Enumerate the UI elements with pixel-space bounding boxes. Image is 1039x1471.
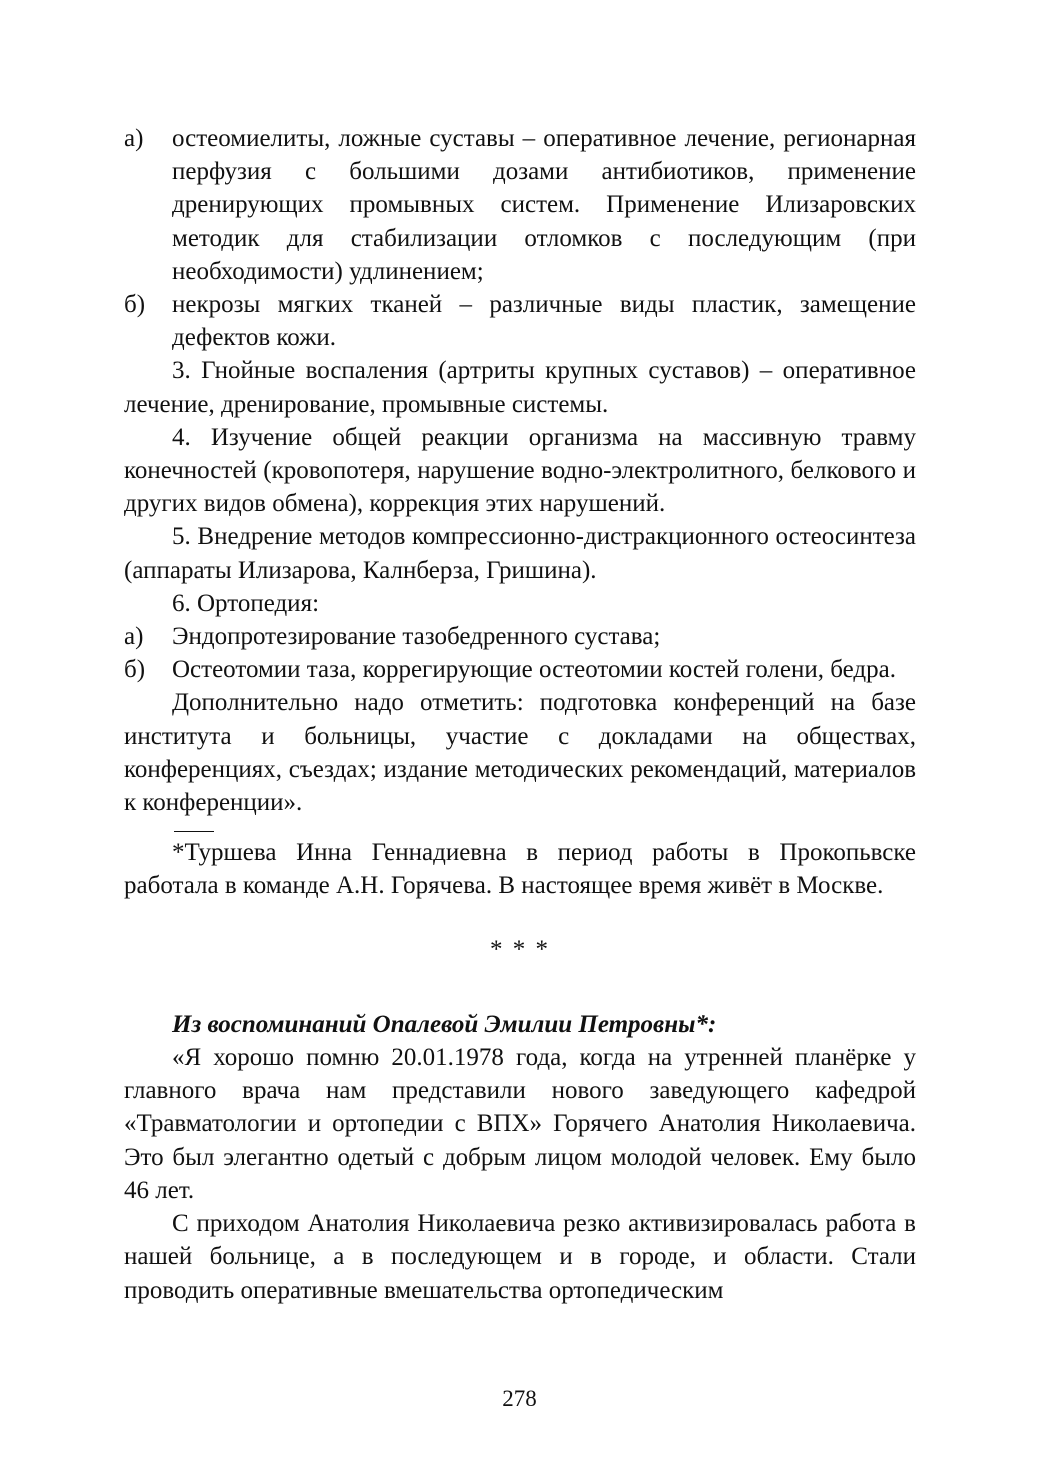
- footnote-rule: [174, 831, 214, 832]
- paragraph-6: 6. Ортопедия:: [172, 589, 320, 617]
- list-item-text: остеомиелиты, ложные суставы – оперативное лечение, регионарная перфузия с большими дозами антибиотиков, применение дренирующих промывных систем. Применение Илизаровских методик для стабилизации отломков с последующим (при необходимости) удлинением;: [172, 125, 916, 285]
- list-item-text: Эндопротезирование тазобедренного сустава;: [172, 623, 661, 651]
- list-item-6b: [124, 653, 916, 686]
- memoir-paragraph-2: С приходом Анатолия Николаевича резко активизировалась работа в нашей больнице, а в последующем и в городе, и области. Стали проводить оперативные вмешательства ортопедическим: [124, 1210, 916, 1304]
- section-separator: * * *: [490, 935, 550, 963]
- list-item-6a: [124, 620, 916, 653]
- paragraph-3: 3. Гнойные воспаления (артриты крупных суставов) – оперативное лечение, дренирование, промывные системы.: [124, 357, 916, 418]
- list-item-text: некрозы мягких тканей – различные виды пластик, замещение дефектов кожи.: [172, 291, 916, 352]
- page-body: [124, 122, 916, 1307]
- page-number: 278: [502, 1386, 537, 1411]
- paragraph-5: 5. Внедрение методов компрессионно-дистракционного остеосинтеза (аппараты Илизарова, Калнберза, Гришина).: [124, 523, 916, 584]
- list-marker: б): [124, 656, 146, 684]
- memoir-paragraph-1: «Я хорошо помню 20.01.1978 года, когда на утренней планёрке у главного врача нам представили нового заведующего кафедрой «Травматологии и ортопедии с ВПХ» Горячего Анатолия Николаевича. Это был элегантно одетый с добрым лицом молодой человек. Ему было 46 лет.: [124, 1044, 916, 1204]
- footnote: *Туршева Инна Геннадиевна в период работы в Прокопьвске работала в команде А.Н. Горячева. В настоящее время живёт в Москве.: [124, 839, 916, 900]
- list-item-b: [124, 288, 916, 354]
- list-marker: б): [124, 291, 146, 319]
- section-heading: Из воспоминаний Опалевой Эмилии Петровны*:: [172, 1010, 717, 1038]
- paragraph-4: 4. Изучение общей реакции организма на массивную травму конечностей (кровопотеря, нарушение водно-электролитного, белкового и других видов обмена), коррекция этих нарушений.: [124, 423, 916, 518]
- list-item-text: Остеотомии таза, коррегирующие остеотомии костей голени, бедра.: [172, 656, 896, 684]
- list-item-a: [124, 122, 916, 288]
- paragraph-additional: Дополнительно надо отметить: подготовка конференций на базе института и больницы, участие с докладами на обществах, конференциях, съездах; издание методических рекомендаций, материалов к конференции».: [124, 689, 916, 817]
- list-marker: а): [124, 125, 144, 152]
- list-marker: а): [124, 623, 144, 651]
